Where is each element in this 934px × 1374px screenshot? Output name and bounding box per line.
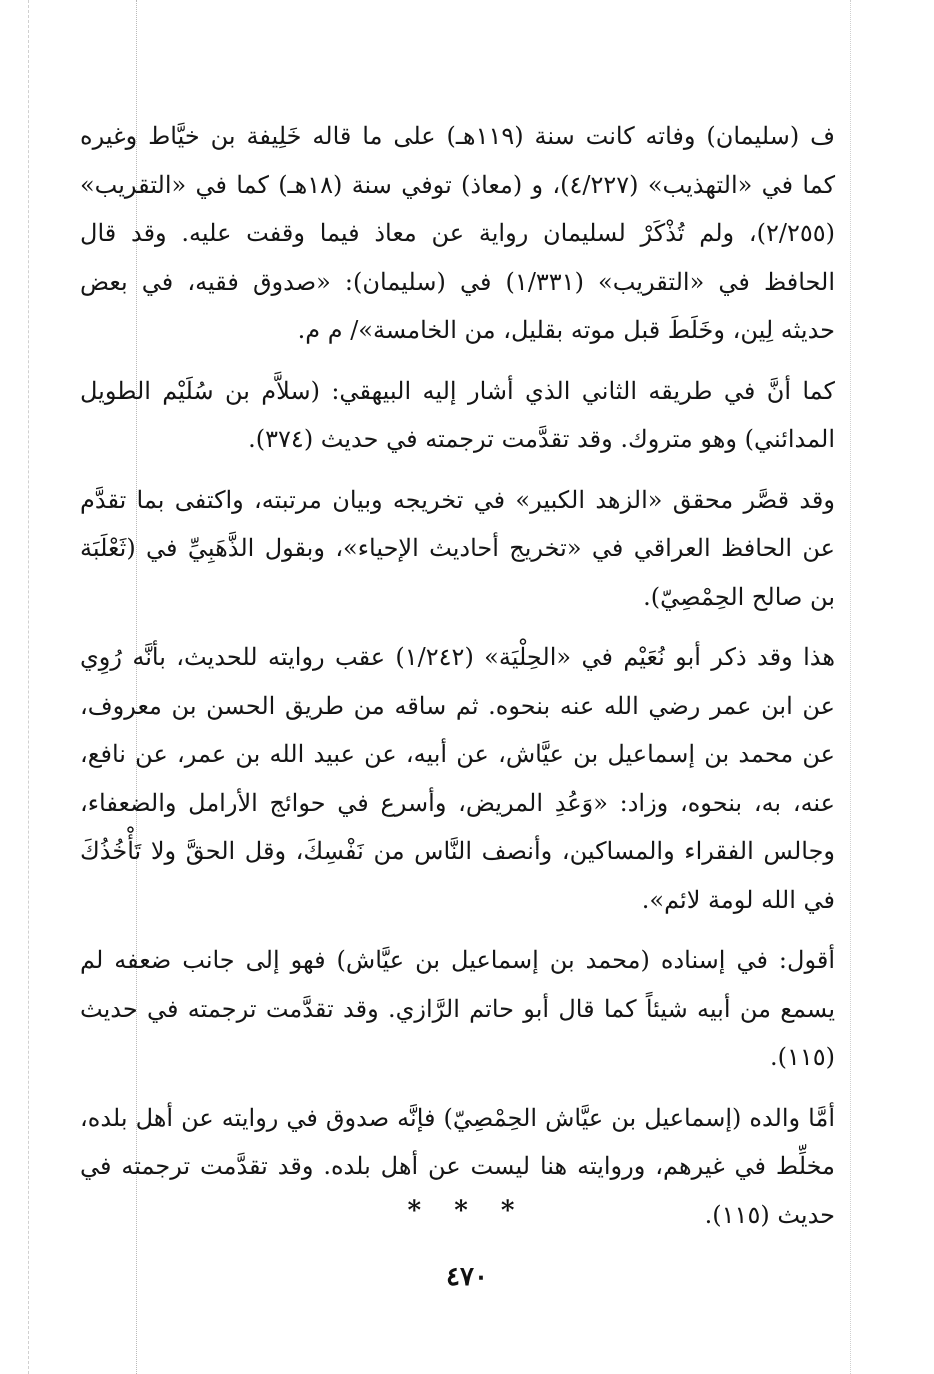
scan-margin-line <box>850 0 851 1374</box>
section-separator: * * * <box>407 1196 527 1226</box>
paragraph: أمَّا والده (إسماعيل بن عيَّاش الحِمْصِيّ) فإنَّه صدوق في روايته عن أهل بلده، مخلِّط في غيرهم، وروايته هنا ليست عن أهل بلده. وقد تقدَّمت ترجمته في حديث (١١٥). <box>80 1103 835 1229</box>
paragraph: وقد قصَّر محقق «الزهد الكبير» في تخريجه وبيان مرتبته، واكتفى بما تقدَّم عن الحافظ العراقي في «تخريج أحاديث الإحياء»، وبقول الذَّهَبِيِّ في (ثَعْلَبَة بن صالح الحِمْصِيّ). <box>80 485 835 611</box>
paragraph: كما أنَّ في طريقه الثاني الذي أشار إليه البيهقي: (سلاَّم بن سُلَيْم الطويل المدائني) وهو متروك. وقد تقدَّمت ترجمته في حديث (٣٧٤). <box>80 376 835 453</box>
paragraph: أقول: في إسناده (محمد بن إسماعيل بن عيَّاش) فهو إلى جانب ضعفه لم يسمع من أبيه شيئاً كما قال أبو حاتم الرَّازي. وقد تقدَّمت ترجمته في حديث (١١٥). <box>80 946 835 1071</box>
paragraph: ف (سليمان) وفاته كانت سنة (١١٩هـ) على ما قاله خَلِيفة بن خيَّاط وغيره كما في «التهذيب» (٤/٢٢٧)، و (معاذ) توفي سنة (١٨هـ) كما في «التقريب» (٢/٢٥٥)، ولم تُذْكَرْ لسليمان رواية عن معاذ فيما وقفت عليه. وقد قال الحافظ في «التقريب» (١/٣٣١) في (سليمان): «صدوق فقيه، في بعض حديثه لِين، وخَلَطَ قبل موته بقليل، من الخامسة»/ م م. <box>80 122 836 344</box>
page-body <box>80 112 835 1239</box>
scan-margin-line <box>28 0 29 1374</box>
page-number: ٤٧٠ <box>446 1262 488 1292</box>
paragraph: هذا وقد ذكر أبو نُعَيْم في «الحِلْيَة» (١/٢٤٢) عقب روايته للحديث، بأنَّه رُوِي عن ابن عمر رضي الله عنه بنحوه. ثم ساقه من طريق الحسن بن معروف، عن محمد بن إسماعيل بن عيَّاش، عن أبيه، عن عبيد الله بن عمر، عن نافع، عنه، به، بنحوه، وزاد: «وَعُدِ المريض، وأسرع في حوائج الأرامل والضعفاء، وجالس الفقراء والمساكين، وأنصف النَّاس من نَفْسِكَ، وقل الحقَّ ولا تَأْخُذُكَ في الله لومة لائم». <box>80 643 835 914</box>
